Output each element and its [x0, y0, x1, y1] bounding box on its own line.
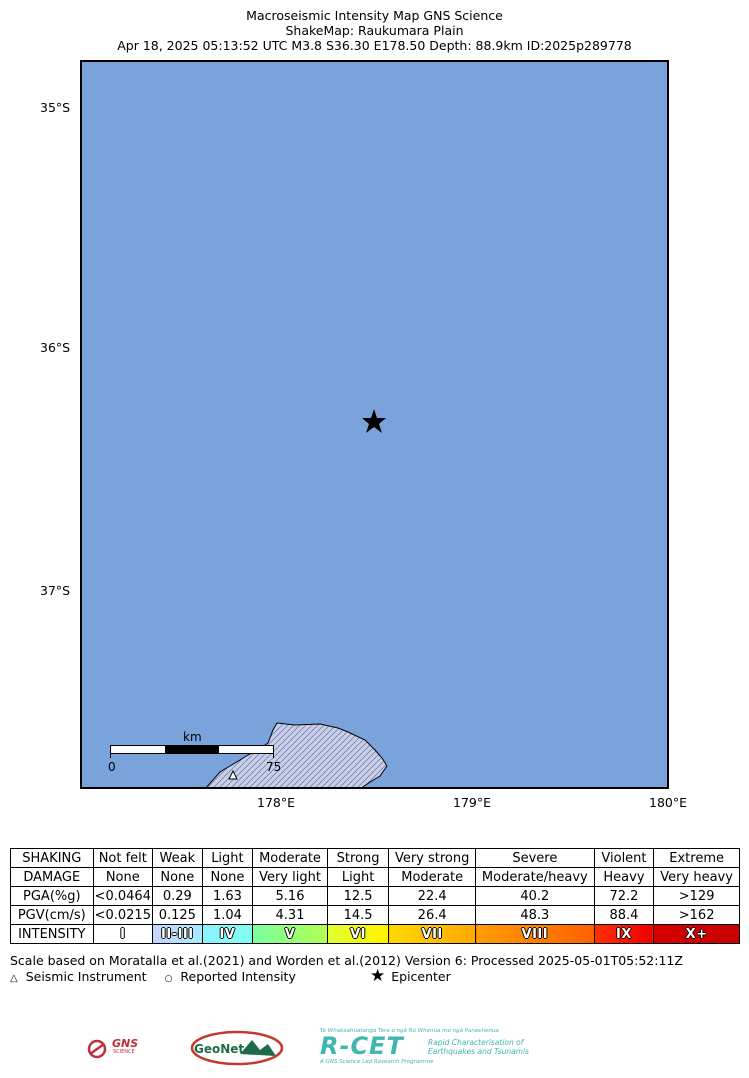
legend-cell: 12.5 — [327, 887, 388, 906]
legend-cell: 40.2 — [476, 887, 595, 906]
legend-row-label: SHAKING — [11, 849, 94, 868]
legend-row — [11, 849, 740, 868]
intensity-cell: IX — [594, 925, 654, 944]
circle-icon: ○ — [164, 974, 173, 984]
legend-cell: Moderate — [389, 868, 476, 887]
intensity-legend-table — [10, 848, 740, 944]
map-title: Macroseismic Intensity Map GNS Science — [246, 8, 503, 23]
legend-row-intensity — [11, 925, 740, 944]
lon-label-180e: 180°E — [648, 795, 688, 810]
legend-cell: Very strong — [389, 849, 476, 868]
legend-row — [11, 887, 740, 906]
legend-cell: Very heavy — [654, 868, 740, 887]
intensity-map[interactable] — [80, 60, 669, 789]
legend-cell: >129 — [654, 887, 740, 906]
legend-cell: Not felt — [93, 849, 152, 868]
scale-bar — [108, 730, 282, 774]
triangle-icon: △ — [10, 973, 18, 984]
epicenter-label: Epicenter — [391, 969, 451, 984]
intensity-cell: IV — [202, 925, 253, 944]
lon-label-179e: 179°E — [452, 795, 492, 810]
legend-cell: Severe — [476, 849, 595, 868]
legend-row — [11, 868, 740, 887]
legend-cell: 1.04 — [202, 906, 253, 925]
legend-cell: 0.29 — [152, 887, 202, 906]
seismic-instrument-label: Seismic Instrument — [25, 969, 147, 984]
legend-cell: 0.125 — [152, 906, 202, 925]
intensity-cell: VII — [389, 925, 476, 944]
legend-cell: None — [152, 868, 202, 887]
legend-cell: 14.5 — [327, 906, 388, 925]
legend-cell: <0.0215 — [94, 907, 151, 923]
legend-cell: Violent — [594, 849, 654, 868]
legend-cell: 5.16 — [253, 887, 328, 906]
legend-cell: Moderate/heavy — [476, 868, 595, 887]
reported-intensity-label: Reported Intensity — [180, 969, 296, 984]
legend-row-label: DAMAGE — [11, 868, 94, 887]
legend-cell: Weak — [152, 849, 202, 868]
scale-note: Scale based on Moratalla et al.(2021) and Worden et al.(2012) Version 6: Processed 2025-05-01T05:52:11Z — [10, 953, 683, 968]
scale-bar-graphic — [110, 745, 274, 754]
legend-cell: 48.3 — [476, 906, 595, 925]
legend-cell: Moderate — [253, 849, 328, 868]
legend-row-label: PGV(cm/s) — [11, 906, 94, 925]
intensity-cell: V — [253, 925, 328, 944]
gns-emblem-icon — [86, 1038, 108, 1060]
lat-label-37s: 37°S — [40, 583, 71, 598]
legend-cell: >162 — [654, 906, 740, 925]
event-details: Apr 18, 2025 05:13:52 UTC M3.8 S36.30 E178.50 Depth: 88.9km ID:2025p289778 — [117, 38, 632, 53]
intensity-cell: II-III — [152, 925, 202, 944]
legend-cell: 4.31 — [253, 906, 328, 925]
legend-cell: 22.4 — [389, 887, 476, 906]
legend-cell: 72.2 — [594, 887, 654, 906]
legend-cell: 88.4 — [594, 906, 654, 925]
legend-cell: 26.4 — [389, 906, 476, 925]
legend-row-label: INTENSITY — [11, 925, 94, 944]
lon-label-178e: 178°E — [256, 795, 296, 810]
lat-label-35s: 35°S — [40, 100, 71, 115]
legend-cell: Heavy — [594, 868, 654, 887]
legend-cell: Light — [202, 849, 253, 868]
geonet-logo: GeoNet — [190, 1030, 286, 1066]
scale-unit: km — [183, 730, 202, 744]
intensity-cell: I — [93, 925, 152, 944]
star-icon: ★ — [370, 966, 386, 986]
legend-cell: None — [202, 868, 253, 887]
intensity-cell: VI — [327, 925, 388, 944]
legend-cell: <0.0464 — [94, 888, 151, 904]
legend-cell: Extreme — [654, 849, 740, 868]
scale-max: 75 — [266, 760, 282, 774]
scale-min: 0 — [108, 760, 116, 774]
legend-row-label: PGA(%g) — [11, 887, 94, 906]
epicenter-key — [370, 966, 451, 986]
legend-row — [11, 906, 740, 925]
lat-label-36s: 36°S — [40, 340, 71, 355]
legend-cell: Very light — [253, 868, 328, 887]
gns-logo: GNS SCIENCE — [86, 1036, 148, 1062]
intensity-cell: X+ — [654, 925, 740, 944]
legend-cell: 1.63 — [202, 887, 253, 906]
legend-cell: Strong — [327, 849, 388, 868]
intensity-cell: VIII — [476, 925, 595, 944]
map-canvas — [80, 60, 669, 789]
map-subtitle: ShakeMap: Raukumara Plain — [285, 23, 464, 38]
epicenter-star-icon — [362, 409, 386, 433]
rcet-logo: Te Whakaahuatanga Tere o ngā Rū Whenua me ngā Parawhenua R-CET Rapid Characterisation of Earthquakes and Tsunamis A GNS Science Led Research Programme — [320, 1028, 529, 1065]
legend-cell: Light — [327, 868, 388, 887]
symbol-key — [10, 969, 296, 984]
legend-cell: None — [93, 868, 152, 887]
